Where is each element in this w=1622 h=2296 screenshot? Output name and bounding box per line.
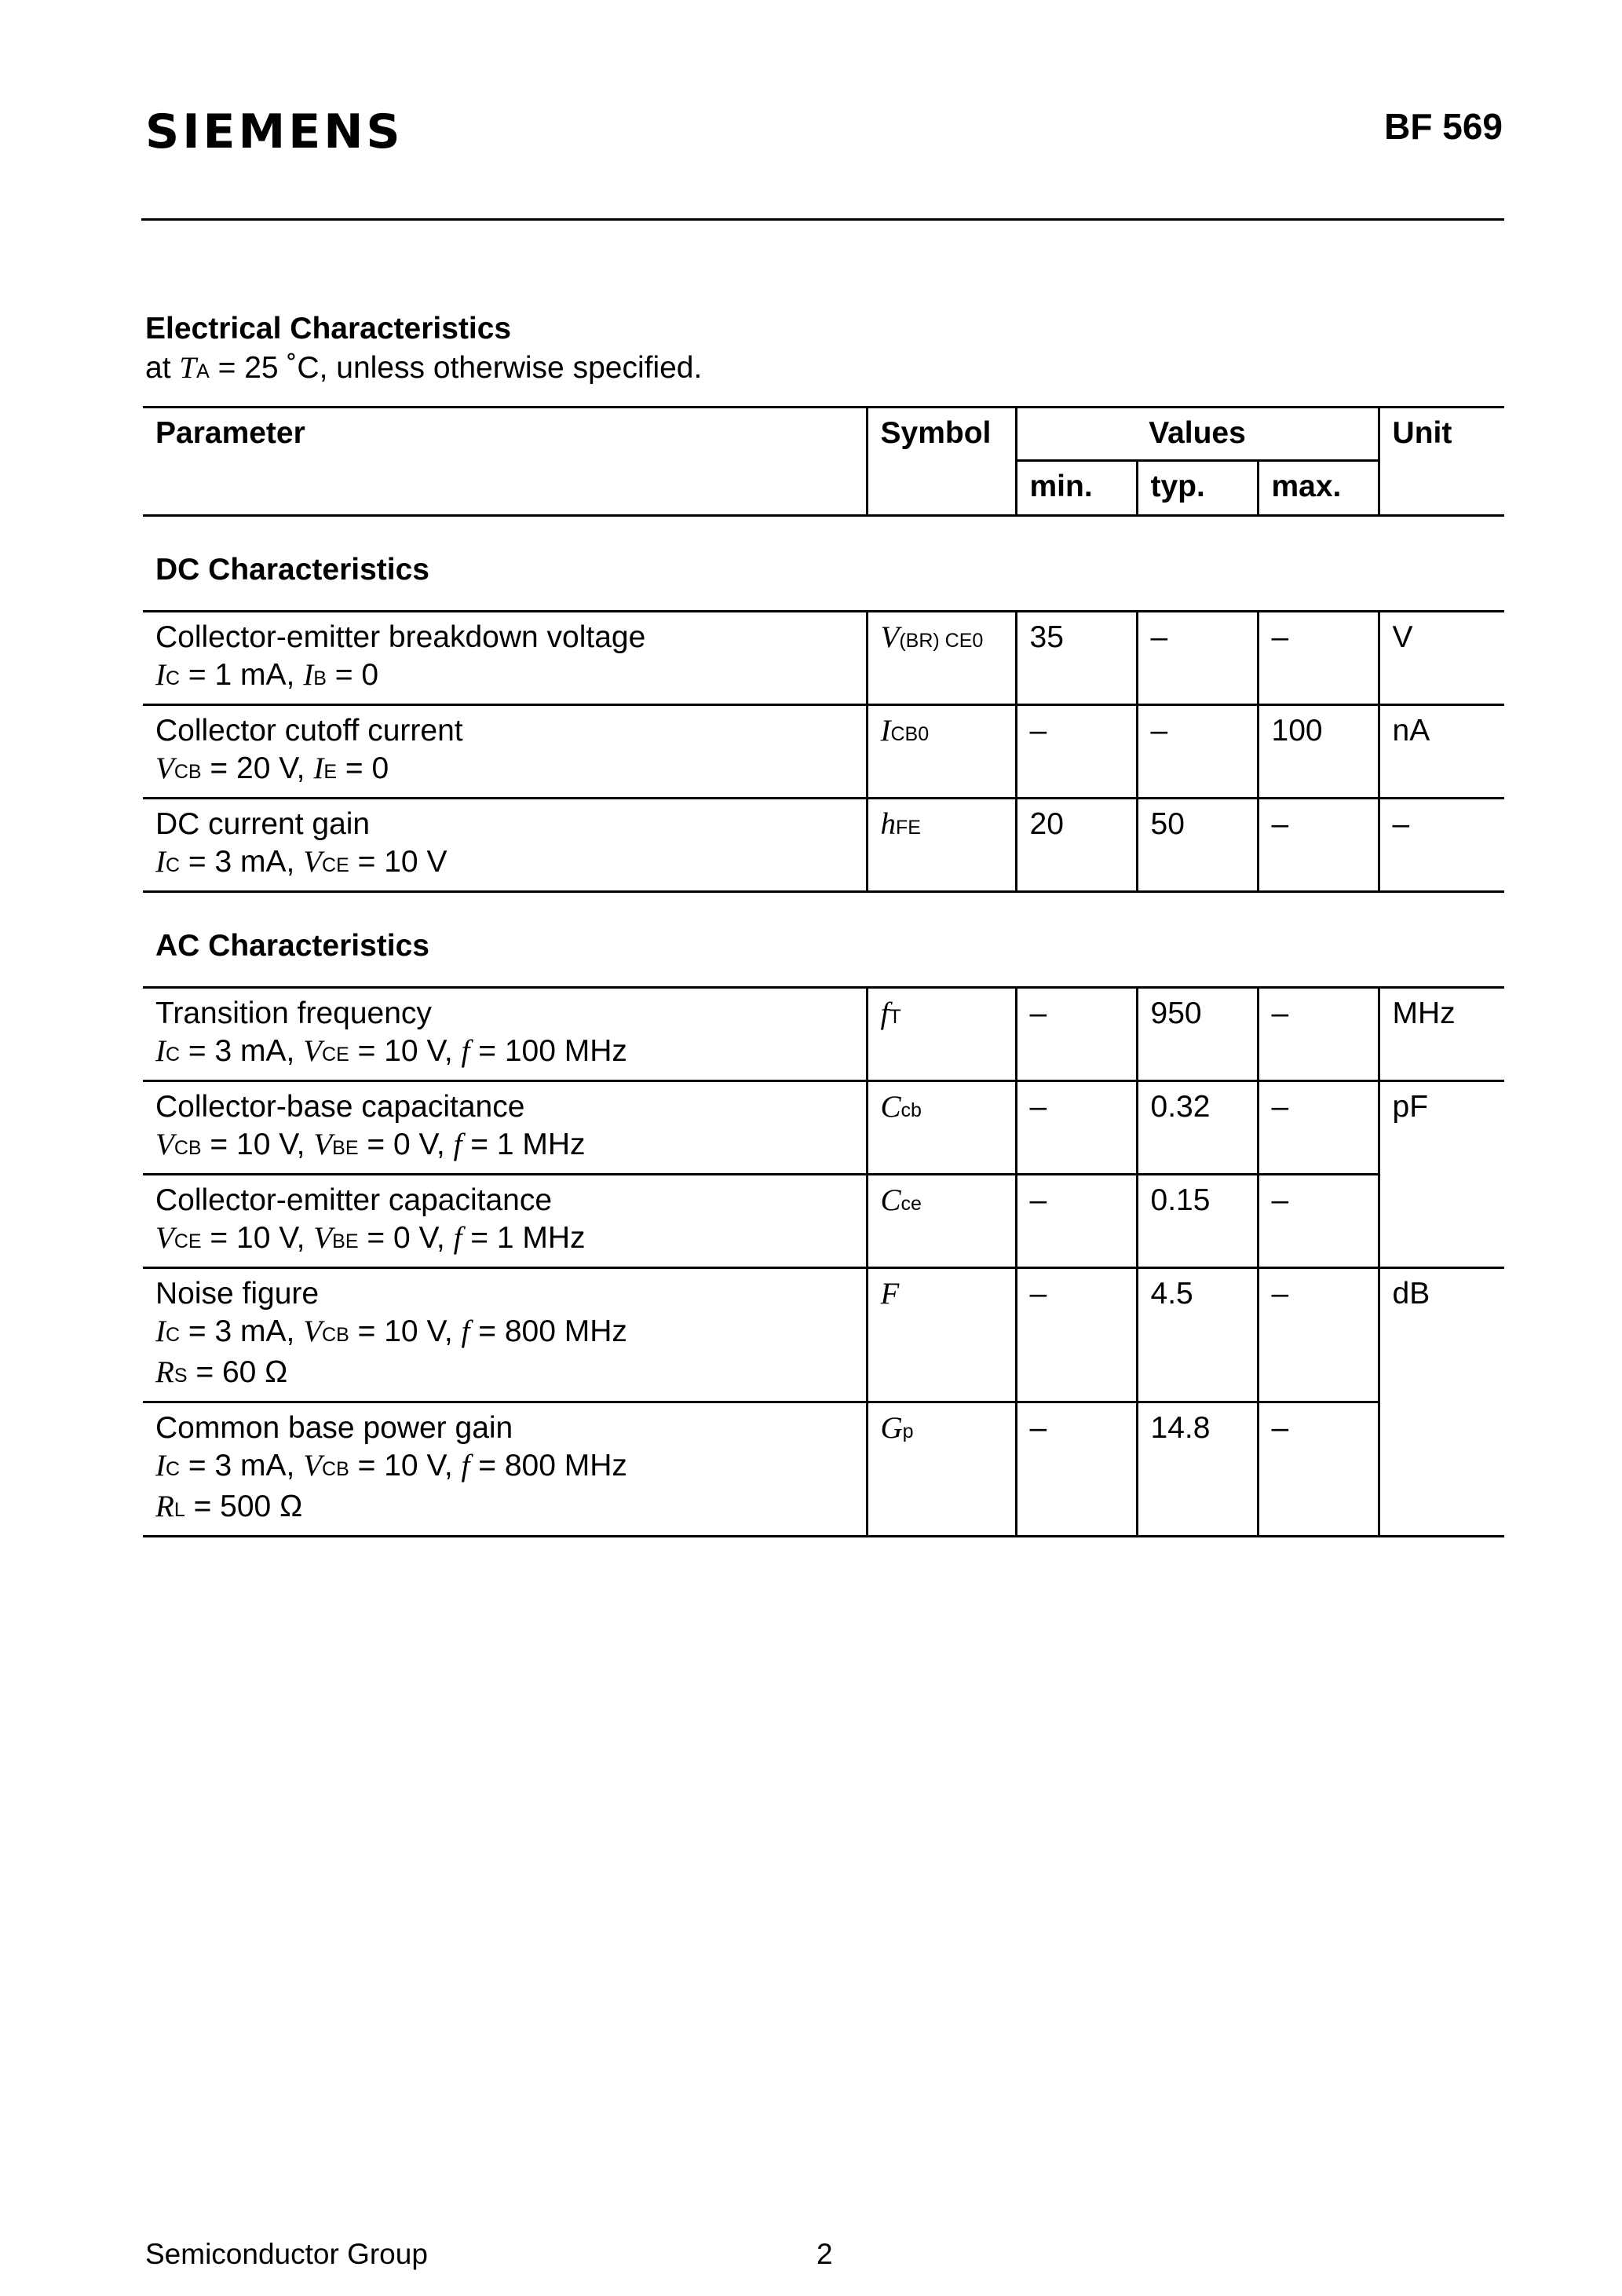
symbol-main: f bbox=[880, 996, 890, 1030]
condition-symbol: f bbox=[453, 1128, 462, 1161]
condition-symbol: V bbox=[303, 1034, 323, 1068]
condition-subscript: CB bbox=[322, 1324, 349, 1346]
symbol-subscript: p bbox=[902, 1420, 914, 1442]
condition-line bbox=[155, 1126, 866, 1167]
condition-symbol: I bbox=[155, 1034, 166, 1068]
symbol-cell bbox=[867, 612, 1016, 705]
symbol-cell bbox=[867, 1268, 1016, 1402]
dc-section-title: DC Characteristics bbox=[155, 553, 429, 587]
symbol-main: I bbox=[880, 714, 891, 748]
condition-line bbox=[155, 1488, 866, 1529]
value-min: – bbox=[1016, 1402, 1137, 1537]
value-typ: 0.32 bbox=[1137, 1081, 1258, 1175]
value-min: 20 bbox=[1016, 799, 1137, 892]
subtitle-post: = 25 ˚C, unless otherwise specified. bbox=[209, 351, 703, 385]
condition-subscript: C bbox=[166, 1044, 181, 1066]
symbol-main: C bbox=[880, 1090, 901, 1124]
condition-text: = 0 V, bbox=[358, 1221, 454, 1255]
condition-text: = 3 mA, bbox=[180, 1314, 304, 1348]
header-max: max. bbox=[1258, 461, 1379, 516]
condition-text: = 10 V bbox=[349, 845, 448, 879]
condition-symbol: I bbox=[155, 1449, 166, 1483]
condition-text: = 3 mA, bbox=[180, 1449, 304, 1483]
value-max: 100 bbox=[1258, 705, 1379, 799]
unit-cell: – bbox=[1379, 799, 1504, 892]
value-typ: 14.8 bbox=[1137, 1402, 1258, 1537]
condition-subscript: CE bbox=[322, 854, 349, 876]
condition-subscript: CE bbox=[322, 1044, 349, 1066]
condition-text: = 1 mA, bbox=[180, 658, 304, 692]
value-max: – bbox=[1258, 1175, 1379, 1268]
value-max: – bbox=[1258, 612, 1379, 705]
condition-symbol: f bbox=[453, 1221, 462, 1255]
parameter-cell bbox=[143, 799, 867, 892]
condition-symbol: V bbox=[155, 1128, 174, 1161]
condition-text: = 20 V, bbox=[201, 751, 314, 785]
condition-symbol: V bbox=[155, 751, 174, 785]
condition-subscript: S bbox=[174, 1365, 188, 1387]
condition-subscript: BE bbox=[332, 1137, 359, 1159]
dc-section-title-row bbox=[143, 516, 1504, 612]
condition-symbol: I bbox=[303, 658, 314, 692]
parameter-name: Collector cutoff current bbox=[155, 714, 463, 748]
condition-text: = 800 MHz bbox=[469, 1314, 627, 1348]
value-max: – bbox=[1258, 799, 1379, 892]
condition-text: = 0 bbox=[337, 751, 389, 785]
unit-cell: dB bbox=[1379, 1268, 1504, 1537]
parameter-name: Collector-base capacitance bbox=[155, 1090, 525, 1124]
header-values: Values bbox=[1016, 408, 1379, 461]
condition-line bbox=[155, 843, 866, 884]
value-typ: 0.15 bbox=[1137, 1175, 1258, 1268]
condition-symbol: I bbox=[155, 658, 166, 692]
condition-text: = 10 V, bbox=[201, 1221, 314, 1255]
header-typ: typ. bbox=[1137, 461, 1258, 516]
table-row bbox=[143, 612, 1504, 705]
condition-symbol: R bbox=[155, 1490, 174, 1523]
symbol-cell bbox=[867, 988, 1016, 1081]
condition-line bbox=[155, 1219, 866, 1260]
symbol-main: F bbox=[880, 1277, 900, 1311]
condition-symbol: V bbox=[155, 1221, 174, 1255]
brand-logo: SIEMENS bbox=[145, 104, 404, 159]
condition-line bbox=[155, 1354, 866, 1395]
condition-symbol: I bbox=[155, 1314, 166, 1348]
subtitle-symbol: T bbox=[179, 351, 197, 385]
condition-symbol: V bbox=[313, 1221, 333, 1255]
symbol-cell bbox=[867, 1402, 1016, 1537]
condition-symbol: V bbox=[303, 1314, 323, 1348]
condition-line bbox=[155, 1033, 866, 1073]
table-row bbox=[143, 1081, 1504, 1175]
condition-symbol: V bbox=[303, 1449, 323, 1483]
symbol-main: V bbox=[880, 620, 900, 654]
symbol-subscript: (BR) CE0 bbox=[899, 630, 984, 652]
condition-subscript: L bbox=[174, 1499, 185, 1521]
symbol-cell bbox=[867, 1175, 1016, 1268]
table-row bbox=[143, 1402, 1504, 1537]
header-unit: Unit bbox=[1379, 408, 1504, 516]
condition-text: = 100 MHz bbox=[469, 1034, 627, 1068]
value-typ: – bbox=[1137, 705, 1258, 799]
table-row bbox=[143, 705, 1504, 799]
condition-line bbox=[155, 1313, 866, 1354]
condition-text: = 10 V, bbox=[349, 1034, 462, 1068]
table-row bbox=[143, 1175, 1504, 1268]
condition-line bbox=[155, 656, 866, 697]
condition-text: = 3 mA, bbox=[180, 845, 304, 879]
value-min: 35 bbox=[1016, 612, 1137, 705]
condition-subscript: C bbox=[166, 854, 181, 876]
symbol-cell bbox=[867, 1081, 1016, 1175]
condition-text: = 10 V, bbox=[201, 1128, 314, 1161]
unit-cell: nA bbox=[1379, 705, 1504, 799]
header-min: min. bbox=[1016, 461, 1137, 516]
parameter-cell bbox=[143, 1268, 867, 1402]
parameter-cell bbox=[143, 1402, 867, 1537]
parameter-cell bbox=[143, 1175, 867, 1268]
parameter-name: Noise figure bbox=[155, 1277, 320, 1311]
condition-symbol: f bbox=[461, 1449, 470, 1483]
section-title: Electrical Characteristics bbox=[145, 312, 512, 345]
value-min: – bbox=[1016, 1268, 1137, 1402]
value-min: – bbox=[1016, 705, 1137, 799]
page-number: 2 bbox=[816, 2238, 833, 2270]
parameter-cell bbox=[143, 988, 867, 1081]
parameter-name: Collector-emitter capacitance bbox=[155, 1183, 553, 1217]
parameter-cell bbox=[143, 612, 867, 705]
condition-subscript: B bbox=[313, 667, 327, 689]
symbol-cell bbox=[867, 705, 1016, 799]
condition-text: = 0 V, bbox=[358, 1128, 454, 1161]
condition-line bbox=[155, 750, 866, 791]
condition-subscript: CE bbox=[174, 1230, 202, 1252]
value-typ: 50 bbox=[1137, 799, 1258, 892]
value-max: – bbox=[1258, 1081, 1379, 1175]
symbol-subscript: FE bbox=[896, 817, 921, 839]
subtitle-pre: at bbox=[145, 351, 180, 385]
parameter-name: Collector-emitter breakdown voltage bbox=[155, 620, 646, 654]
condition-text: = 1 MHz bbox=[462, 1221, 586, 1255]
condition-subscript: C bbox=[166, 1458, 181, 1480]
characteristics-table bbox=[143, 406, 1504, 1537]
subtitle-subscript: A bbox=[196, 360, 210, 382]
value-min: – bbox=[1016, 1175, 1137, 1268]
table-row bbox=[143, 988, 1504, 1081]
value-max: – bbox=[1258, 1268, 1379, 1402]
symbol-subscript: CB0 bbox=[890, 723, 930, 745]
symbol-subscript: T bbox=[889, 1006, 901, 1028]
condition-subscript: E bbox=[323, 761, 338, 783]
symbol-subscript: ce bbox=[901, 1193, 922, 1215]
condition-text: = 800 MHz bbox=[469, 1449, 627, 1483]
condition-symbol: R bbox=[155, 1355, 174, 1389]
section-subtitle bbox=[145, 350, 702, 386]
value-typ: 4.5 bbox=[1137, 1268, 1258, 1402]
header-divider bbox=[141, 218, 1504, 221]
unit-cell: MHz bbox=[1379, 988, 1504, 1081]
table-row bbox=[143, 799, 1504, 892]
ac-section-title-row bbox=[143, 892, 1504, 988]
value-typ: – bbox=[1137, 612, 1258, 705]
header-parameter: Parameter bbox=[143, 408, 867, 516]
characteristics-table-wrap bbox=[143, 406, 1504, 1537]
unit-cell: V bbox=[1379, 612, 1504, 705]
parameter-name: DC current gain bbox=[155, 807, 371, 841]
parameter-name: Common base power gain bbox=[155, 1411, 513, 1445]
ac-section-title: AC Characteristics bbox=[155, 929, 429, 963]
condition-symbol: I bbox=[155, 845, 166, 879]
condition-symbol: V bbox=[313, 1128, 333, 1161]
table-row bbox=[143, 1268, 1504, 1402]
condition-symbol: I bbox=[313, 751, 324, 785]
symbol-cell bbox=[867, 799, 1016, 892]
condition-text: = 0 bbox=[326, 658, 379, 692]
value-max: – bbox=[1258, 988, 1379, 1081]
condition-text: = 10 V, bbox=[349, 1314, 462, 1348]
footer-group: Semiconductor Group bbox=[145, 2238, 428, 2270]
condition-subscript: C bbox=[166, 1324, 181, 1346]
parameter-name: Transition frequency bbox=[155, 996, 432, 1030]
condition-symbol: V bbox=[303, 845, 323, 879]
condition-subscript: C bbox=[166, 667, 181, 689]
condition-text: = 10 V, bbox=[349, 1449, 462, 1483]
part-number: BF 569 bbox=[1384, 106, 1503, 147]
condition-subscript: CB bbox=[174, 761, 202, 783]
symbol-main: h bbox=[880, 807, 896, 841]
condition-symbol: f bbox=[461, 1034, 470, 1068]
condition-symbol: f bbox=[461, 1314, 470, 1348]
value-max: – bbox=[1258, 1402, 1379, 1537]
table-body bbox=[143, 516, 1504, 1537]
condition-text: = 60 Ω bbox=[187, 1355, 288, 1389]
parameter-cell bbox=[143, 705, 867, 799]
symbol-subscript: cb bbox=[901, 1099, 922, 1121]
parameter-cell bbox=[143, 1081, 867, 1175]
unit-cell: pF bbox=[1379, 1081, 1504, 1268]
header-symbol: Symbol bbox=[867, 408, 1016, 516]
value-min: – bbox=[1016, 1081, 1137, 1175]
condition-subscript: CB bbox=[174, 1137, 202, 1159]
condition-subscript: CB bbox=[322, 1458, 349, 1480]
symbol-main: C bbox=[880, 1183, 901, 1217]
condition-text: = 500 Ω bbox=[184, 1490, 303, 1523]
condition-line bbox=[155, 1447, 866, 1488]
condition-subscript: BE bbox=[332, 1230, 359, 1252]
condition-text: = 3 mA, bbox=[180, 1034, 304, 1068]
value-min: – bbox=[1016, 988, 1137, 1081]
condition-text: = 1 MHz bbox=[462, 1128, 586, 1161]
value-typ: 950 bbox=[1137, 988, 1258, 1081]
symbol-main: G bbox=[880, 1411, 903, 1445]
